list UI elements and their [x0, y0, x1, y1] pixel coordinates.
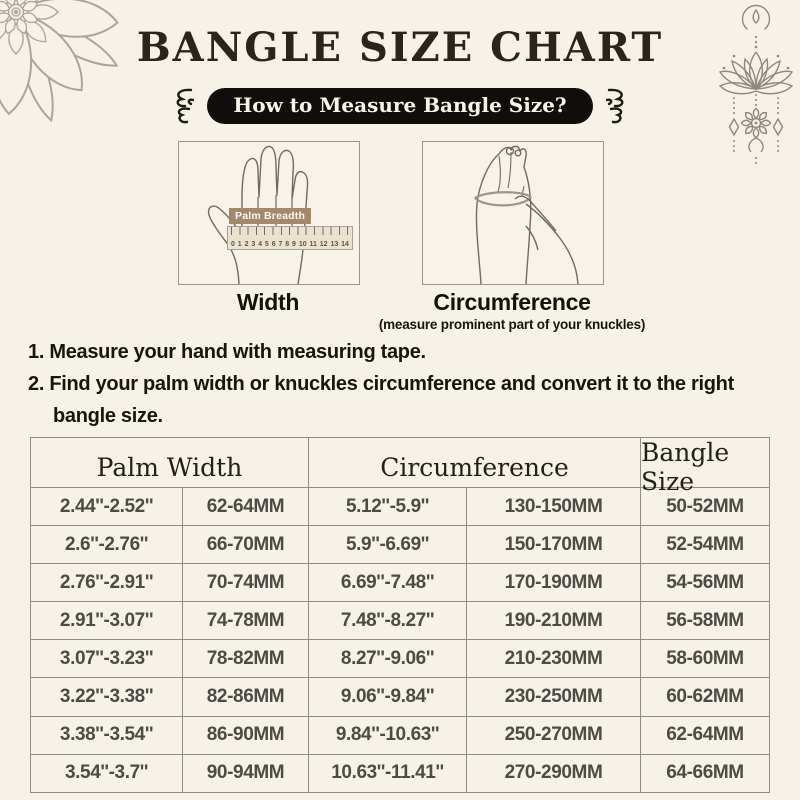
table-row: 3.54''-3.7'' 90-94MM 10.63''-11.41'' 270-290MM 64-66MM	[31, 754, 769, 792]
circumference-note: (measure prominent part of your knuckles)	[378, 317, 646, 332]
width-illustration	[178, 141, 360, 285]
subhead-row	[0, 87, 800, 125]
table-row: 2.91''-3.07'' 74-78MM 7.48''-8.27'' 190-210MM 56-58MM	[31, 601, 769, 639]
how-to-measure-button[interactable]: How to Measure Bangle Size?	[207, 88, 592, 124]
table-row: 2.76''-2.91'' 70-74MM 6.69''-7.48'' 170-190MM 54-56MM	[31, 563, 769, 601]
header-palm-width: Palm Width	[31, 438, 309, 496]
header-circumference: Circumference	[309, 438, 641, 496]
instruction-step-1: 1. Measure your hand with measuring tape.	[28, 341, 426, 363]
circumference-illustration	[422, 141, 604, 285]
ruler-ticks	[231, 227, 349, 235]
table-row: 2.44''-2.52'' 62-64MM 5.12''-5.9'' 130-150MM 50-52MM	[31, 487, 769, 525]
ruler	[227, 226, 353, 250]
table-row: 3.07''-3.23'' 78-82MM 8.27''-9.06'' 210-230MM 58-60MM	[31, 639, 769, 677]
table-row: 2.6''-2.76'' 66-70MM 5.9''-6.69'' 150-170MM 52-54MM	[31, 525, 769, 563]
size-table	[30, 437, 770, 793]
flourish-left-icon	[168, 87, 194, 125]
table-header-row	[31, 438, 769, 496]
palm-breadth-label: Palm Breadth	[229, 208, 311, 224]
flourish-right-icon	[606, 87, 632, 125]
circumference-caption-block	[372, 289, 652, 332]
instructions	[28, 336, 784, 432]
header-bangle-size: Bangle Size	[641, 438, 730, 496]
width-caption: Width	[236, 289, 300, 315]
circumference-caption: Circumference	[433, 289, 591, 315]
page-title: BANGLE SIZE CHART	[136, 24, 664, 71]
instruction-step-2: 2. Find your palm width or knuckles circumference and convert it to the right bangle size.	[28, 373, 734, 427]
hand-circumference-icon	[423, 142, 603, 284]
ruler-numbers: 0 1 2 3 4 5 6 7 8 9 10 11 12 13 14	[231, 241, 349, 248]
table-row: 3.38''-3.54'' 86-90MM 9.84''-10.63'' 250-270MM 62-64MM	[31, 716, 769, 754]
table-row: 3.22''-3.38'' 82-86MM 9.06''-9.84'' 230-250MM 60-62MM	[31, 677, 769, 715]
